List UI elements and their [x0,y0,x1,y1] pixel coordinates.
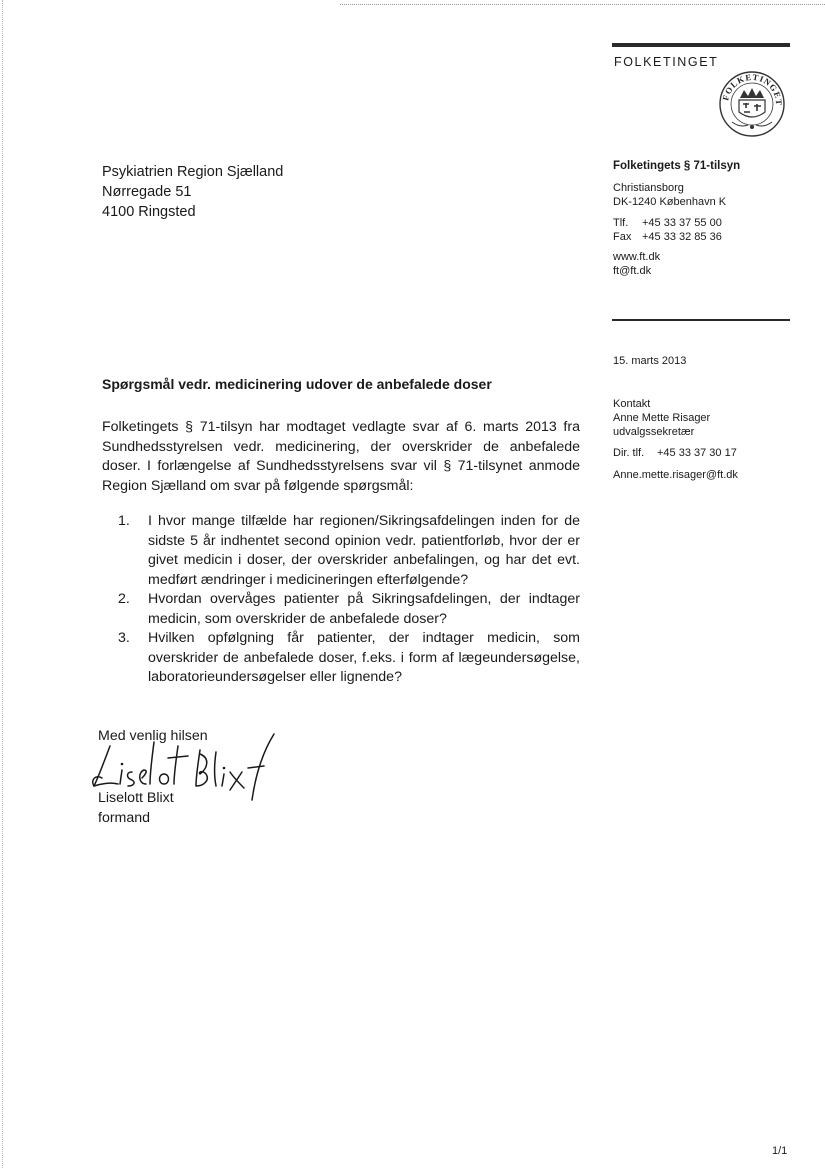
sidebar-rule [612,319,790,321]
direct-phone-label: Dir. tlf. [613,447,645,459]
folketinget-seal-icon [718,70,786,138]
question-number: 2. [118,591,130,607]
organization-name: FOLKETINGET [614,55,719,69]
contact-label: Kontakt [613,398,651,410]
closing-greeting: Med venlig hilsen [98,728,208,744]
sender-email: ft@ft.dk [613,265,652,277]
question-number: 1. [118,513,130,529]
question-text: I hvor mange tilfælde har regionen/Sikringsafdelingen inden for de sidste 5 år indhentet second opinion vedr. patientforløb, hvor der er givet medicin i doser, der overskrider anbefalingen, og har det evt. medført ændringer i medicineringen efterfølgende? [148,513,580,588]
recipient-address [102,162,283,222]
svg-text:FOLKETINGET: FOLKETINGET [720,71,785,107]
header-rule [612,43,790,47]
list-item [118,629,580,688]
question-number: 3. [118,630,130,646]
contact-name: Anne Mette Risager [613,412,711,424]
sender-phone-label: Tlf. [613,217,629,229]
question-text: Hvilken opfølgning får patienter, der indtager medicin, som overskrider de anbefalede doser, f.eks. i form af lægeundersøgelse, laboratorieundersøgelser eller lignende? [148,630,580,685]
scan-edge-left [2,0,3,1168]
letter-subject: Spørgsmål vedr. medicinering udover de anbefalede doser [102,376,492,392]
sender-phone: +45 33 37 55 00 [642,217,722,229]
list-item [118,590,580,629]
contact-role: udvalgssekretær [613,426,695,438]
recipient-city: 4100 Ringsted [102,204,196,220]
scan-edge-top [340,4,825,5]
recipient-name: Psykiatrien Region Sjælland [102,164,284,180]
sender-address-2: DK-1240 København K [613,196,727,208]
list-item [118,512,580,590]
sender-fax: +45 33 32 85 36 [642,231,722,243]
contact-email: Anne.mette.risager@ft.dk [613,469,738,481]
direct-phone: +45 33 37 30 17 [657,447,737,459]
recipient-street: Nørregade 51 [102,184,192,200]
signer-title: formand [98,810,151,826]
signer-block [98,788,174,828]
question-list [118,512,580,688]
question-text: Hvordan overvåges patienter på Sikringsafdelingen, der indtager medicin, som overskrider de anbefalede doser? [148,591,580,627]
sender-fax-label: Fax [613,231,632,243]
sender-title: Folketingets § 71-tilsyn [613,160,741,172]
page-number: 1/1 [772,1145,788,1157]
letter-intro: Folketingets § 71-tilsyn har modtaget vedlagte svar af 6. marts 2013 fra Sundhedsstyrelsen vedr. medicinering, der overskrider de anbefalede doser. I forlængelse af Sundhedsstyrelsens svar vil § 71-tilsynet anmode Region Sjælland om svar på følgende spørgsmål: [102,419,580,494]
sender-address-1: Christiansborg [613,182,684,194]
letter-date: 15. marts 2013 [613,355,687,367]
signer-name: Liselott Blixt [98,790,174,806]
sender-website: www.ft.dk [613,251,661,263]
